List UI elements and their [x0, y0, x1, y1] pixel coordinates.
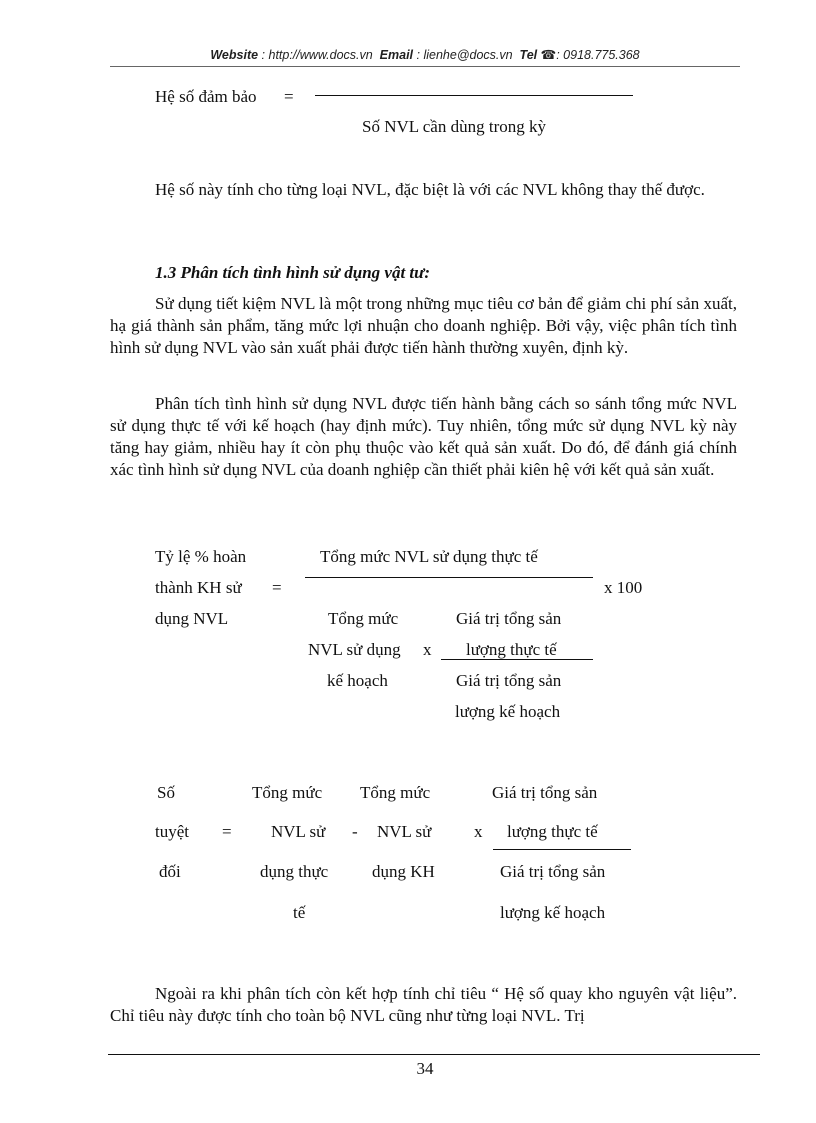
- absolute-ratio-bottom-2: lượng kế hoạch: [500, 903, 606, 922]
- email-label: Email: [379, 48, 414, 62]
- absolute-actual-line-2: NVL sử: [271, 822, 326, 841]
- absolute-label-line-1: Số: [157, 783, 175, 802]
- absolute-ratio-bottom-1: Giá trị tổng sản: [500, 862, 606, 881]
- website-label: Website: [210, 48, 259, 62]
- safety-fraction-line: [315, 95, 633, 96]
- absolute-ratio-top-2: lượng thực tế: [507, 822, 598, 841]
- percent-numerator: Tổng mức NVL sử dụng thực tế: [320, 547, 538, 566]
- safety-formula-equals: =: [284, 87, 294, 106]
- percent-plan-line-3: kế hoạch: [327, 671, 388, 690]
- paragraph-safety: Hệ số này tính cho từng loại NVL, đặc biệt là với các NVL không thay thế được.: [155, 180, 705, 199]
- absolute-label-line-2: tuyệt: [155, 822, 189, 841]
- tel-value: : 0918.775.368: [556, 48, 640, 62]
- tel-label: Tel: [519, 48, 538, 62]
- phone-icon: ☎: [540, 48, 557, 62]
- percent-plan-line-1: Tổng mức: [328, 609, 399, 628]
- safety-formula-denominator: Số NVL cần dùng trong kỳ: [362, 117, 546, 136]
- safety-formula-label: Hệ số đảm bảo: [155, 87, 257, 106]
- absolute-actual-line-3: dụng thực: [260, 862, 329, 881]
- footer-rule: [108, 1054, 760, 1055]
- percent-times: x: [423, 640, 432, 659]
- paragraph-usage-1: Sử dụng tiết kiệm NVL là một trong những mục tiêu cơ bản để giảm chi phí sản xuất, hạ giá thành sản phẩm, tăng mức lợi nhuận cho doanh nghiệp. Bởi vậy, việc phân tích tình hình sử dụng NVL vào sản xuất phải được tiến hành thường xuyên, định kỳ.: [110, 294, 737, 357]
- percent-ratio-top-1: Giá trị tổng sản: [456, 609, 562, 628]
- absolute-minus: -: [352, 822, 358, 841]
- header-rule: [110, 66, 740, 67]
- percent-ratio-fraction-line: [441, 659, 593, 660]
- absolute-plan-line-1: Tổng mức: [360, 783, 431, 802]
- percent-label-line-1: Tỷ lệ % hoàn: [155, 547, 247, 566]
- website-url[interactable]: : http://www.docs.vn: [261, 48, 373, 62]
- absolute-actual-line-4: tế: [293, 903, 306, 922]
- absolute-actual-line-1: Tổng mức: [252, 783, 323, 802]
- percent-ratio-bottom-2: lượng kế hoạch: [455, 702, 561, 721]
- percent-ratio-top-2: lượng thực tế: [466, 640, 557, 659]
- paragraph-turnover: Ngoài ra khi phân tích còn kết hợp tính chỉ tiêu “ Hệ số quay kho nguyên vật liệu”. Chỉ tiêu này được tính cho toàn bộ NVL cũng như từng loại NVL. Trị: [110, 984, 737, 1025]
- percent-label-line-2: thành KH sử: [155, 578, 242, 597]
- email-value[interactable]: : lienhe@docs.vn: [416, 48, 513, 62]
- absolute-times: x: [474, 822, 483, 841]
- absolute-ratio-top-1: Giá trị tổng sản: [492, 783, 598, 802]
- percent-multiplier: x 100: [604, 578, 643, 597]
- absolute-label-line-3: đối: [159, 862, 181, 881]
- page-number: 34: [416, 1059, 434, 1078]
- absolute-plan-line-2: NVL sử: [377, 822, 432, 841]
- paragraph-usage-2: Phân tích tình hình sử dụng NVL được tiến hành bằng cách so sánh tổng mức NVL sử dụng thực tế với kế hoạch (hay định mức). Tuy nhiên, tổng mức sử dụng NVL kỳ này tăng hay giảm, nhiều hay ít còn phụ thuộc vào kết quả sản xuất. Do đó, để đánh giá chính xác tình hình sử dụng NVL của doanh nghiệp cần thiết phải kiên hệ với kết quả sản xuất.: [110, 394, 737, 479]
- section-heading: 1.3 Phân tích tình hình sử dụng vật tư:: [155, 263, 430, 282]
- page-header: [110, 47, 740, 62]
- percent-label-line-3: dụng NVL: [155, 609, 229, 628]
- percent-plan-line-2: NVL sử dụng: [308, 640, 401, 659]
- absolute-equals: =: [222, 822, 232, 841]
- absolute-ratio-fraction-line: [493, 849, 631, 850]
- percent-ratio-bottom-1: Giá trị tổng sản: [456, 671, 562, 690]
- percent-equals: =: [272, 578, 282, 597]
- absolute-plan-line-3: dụng KH: [372, 862, 435, 881]
- percent-main-fraction-line: [305, 577, 593, 578]
